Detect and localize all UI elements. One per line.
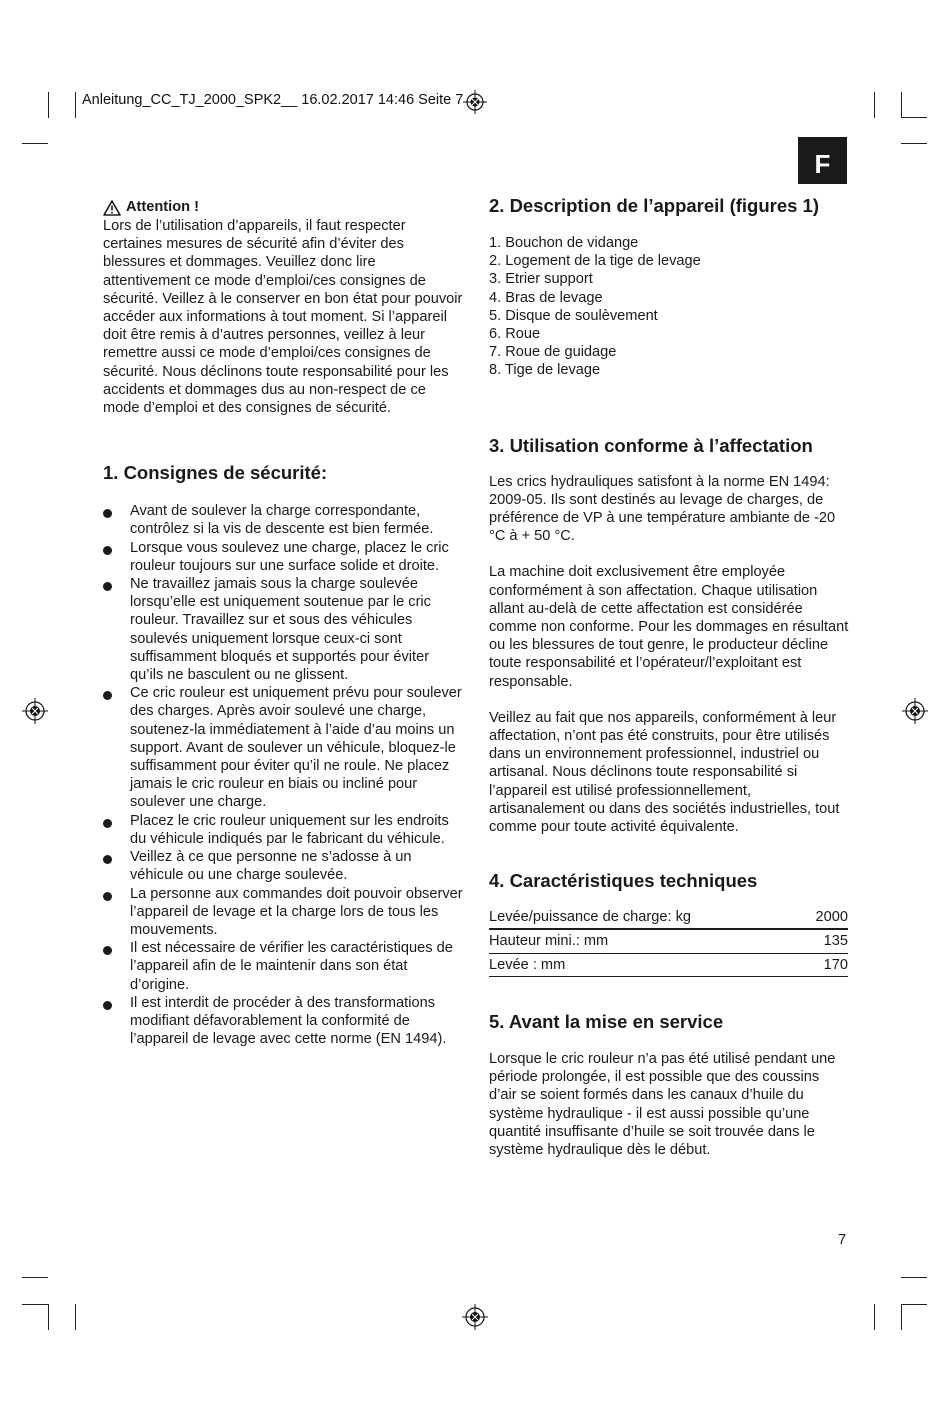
list-item: Ce cric rouleur est uniquement prévu pour soulever des charges. Après avoir soulevé une charge, soutenez-la immédiatement à l’aide d’au moins un support. Avant de soulever un véhicule, bloquez-le suffisamment pour éviter qu’il ne roule. Ne placez jamais le cric rouleur en biais ou incliné pour soulever une charge. — [103, 684, 465, 811]
crop-mark-bl-h — [22, 1277, 48, 1278]
safety-list — [103, 502, 465, 1048]
crop-mark-tr-v2 — [901, 92, 902, 118]
list-item: 2. Logement de la tige de levage — [489, 253, 701, 270]
spec-label: Hauteur mini.: mm — [489, 933, 609, 950]
list-item: 3. Etrier support — [489, 271, 593, 288]
list-item: 4. Bras de levage — [489, 289, 603, 306]
table-row — [489, 929, 848, 953]
crop-mark-br-v2 — [901, 1304, 902, 1330]
crop-mark-tl-h — [22, 143, 48, 144]
warning-triangle-icon — [103, 200, 121, 216]
table-row — [489, 906, 848, 929]
right-column — [489, 195, 849, 1159]
left-column — [103, 198, 465, 1048]
crop-mark-tl-v — [48, 92, 49, 118]
print-slug: Anleitung_CC_TJ_2000_SPK2__ 16.02.2017 14:46 Seite 7 — [82, 92, 464, 108]
list-item: Ne travaillez jamais sous la charge soulevée lorsqu’elle est uniquement soutenue par le cric rouleur. Travaillez sur et sous des véhicules soulevés uniquement lorsque ceux-ci sont suffisamment bloqués et supportés pour éviter qu’ils ne basculent ou ne glissent. — [103, 575, 465, 684]
list-item: 5. Disque de soulèvement — [489, 307, 658, 324]
section3-paragraph-3: Veillez au fait que nos appareils, conformément à leur affectation, n’ont pas été construits, pour être utilisés dans un environnement professionnel, industriel ou artisanal. Nous déclinons toute responsabilité si l’appareil est utilisé professionnellement, artisanalement ou dans des sociétés industrielles, tout comme pour toute activité équivalente. — [489, 709, 840, 836]
section3-paragraph-2: La machine doit exclusivement être employée conformément à son affectation. Chaque utilisation allant au-delà de cette affectation est considérée comme non conforme. Pour les dommages en résultant ou les blessures de tout genre, le producteur décline toute responsabilité et l’opérateur/l’exploitant est responsable. — [489, 564, 849, 690]
list-item: 7. Roue de guidage — [489, 344, 617, 361]
warning-text: Lors de l’utilisation d’appareils, il faut respecter certaines mesures de sécurité afin d’éviter des blessures et dommages. Veuillez donc lire attentivement ce mode d’emploi/ces consignes de sécurité. Veillez à le conserver en bon état pour pouvoir accéder aux informations à tout moment. Si l’appareil doit être remis à d’autres personnes, veillez à leur remettre aussi ce mode d’emploi/ces consignes de sécurité. Nous déclinons toute responsabilité pour les accidents et dommages dus au non-respect de ce mode d’emploi et des consignes de sécurité. — [103, 218, 463, 417]
section1-title: 1. Consignes de sécurité: — [103, 462, 328, 484]
parts-list — [489, 234, 849, 380]
list-item: Il est nécessaire de vérifier les caractéristiques de l’appareil afin de le maintenir dans son état d’origine. — [103, 939, 465, 994]
registration-mark-left-icon — [22, 698, 48, 724]
section3-title: 3. Utilisation conforme à l’affectation — [489, 434, 813, 456]
table-row — [489, 953, 848, 976]
spec-value: 135 — [823, 933, 848, 950]
list-item: Placez le cric rouleur uniquement sur les endroits du véhicule indiqués par le fabricant du véhicule. — [103, 812, 465, 848]
spec-value: 2000 — [815, 909, 848, 926]
crop-mark-tr-h2 — [901, 143, 927, 144]
crop-mark-br-h — [901, 1277, 927, 1278]
spec-label: Levée/puissance de charge: kg — [489, 909, 692, 926]
language-tab — [798, 137, 847, 184]
crop-mark-bl-h2 — [22, 1304, 48, 1305]
page-number: 7 — [838, 1232, 847, 1248]
crop-mark-br-h2 — [901, 1304, 927, 1305]
section3-paragraph-1: Les crics hydrauliques satisfont à la norme EN 1494: 2009-05. Ils sont destinés au levage de charges, de préférence de VP à une température ambiante de -20 °C à + 50 °C. — [489, 473, 836, 545]
list-item: Il est interdit de procéder à des transformations modifiant défavorablement la conformité de l’appareil de levage avec cette norme (EN 1494). — [103, 994, 465, 1049]
list-item: 1. Bouchon de vidange — [489, 235, 639, 251]
section5-title: 5. Avant la mise en service — [489, 1010, 724, 1032]
list-item: Avant de soulever la charge correspondante, contrôlez si la vis de descente est bien fermée. — [103, 502, 465, 538]
section5-paragraph-1: Lorsque le cric rouleur n’a pas été utilisé pendant une période prolongée, il est possible que des coussins d’air se soient formés dans les canaux d’huile du système hydraulique - il est aussi possible qu’une quantité insuffisante d’huile se soit trouvée dans le système hydraulique dès le début. — [489, 1050, 836, 1158]
spec-label: Levée : mm — [489, 956, 566, 973]
list-item: La personne aux commandes doit pouvoir observer l’appareil de levage et la charge lors de tous les mouvements. — [103, 885, 465, 940]
crop-mark-tr-v — [874, 92, 875, 118]
warning-title: Attention ! — [126, 199, 199, 216]
registration-mark-top-icon — [463, 90, 487, 114]
registration-mark-bottom-icon — [462, 1304, 488, 1330]
list-item: Veillez à ce que personne ne s’adosse à un véhicule ou une charge soulevée. — [103, 848, 465, 884]
registration-mark-right-icon — [902, 698, 928, 724]
list-item: 6. Roue — [489, 326, 541, 343]
crop-mark-br-v — [874, 1304, 875, 1330]
warning-heading — [103, 198, 465, 217]
spec-value: 170 — [823, 956, 848, 973]
specs-table — [489, 906, 848, 977]
crop-mark-tr-h — [901, 117, 927, 118]
crop-mark-bl-v2 — [75, 1304, 76, 1330]
list-item: Lorsque vous soulevez une charge, placez le cric rouleur toujours sur une surface solide et droite. — [103, 539, 465, 575]
section2-title: 2. Description de l’appareil (figures 1) — [489, 195, 820, 216]
section4-title: 4. Caractéristiques techniques — [489, 870, 758, 892]
crop-mark-tl-v2 — [75, 92, 76, 118]
language-tab-label: F — [814, 149, 831, 179]
list-item: 8. Tige de levage — [489, 362, 601, 379]
crop-mark-bl-v — [48, 1304, 49, 1330]
